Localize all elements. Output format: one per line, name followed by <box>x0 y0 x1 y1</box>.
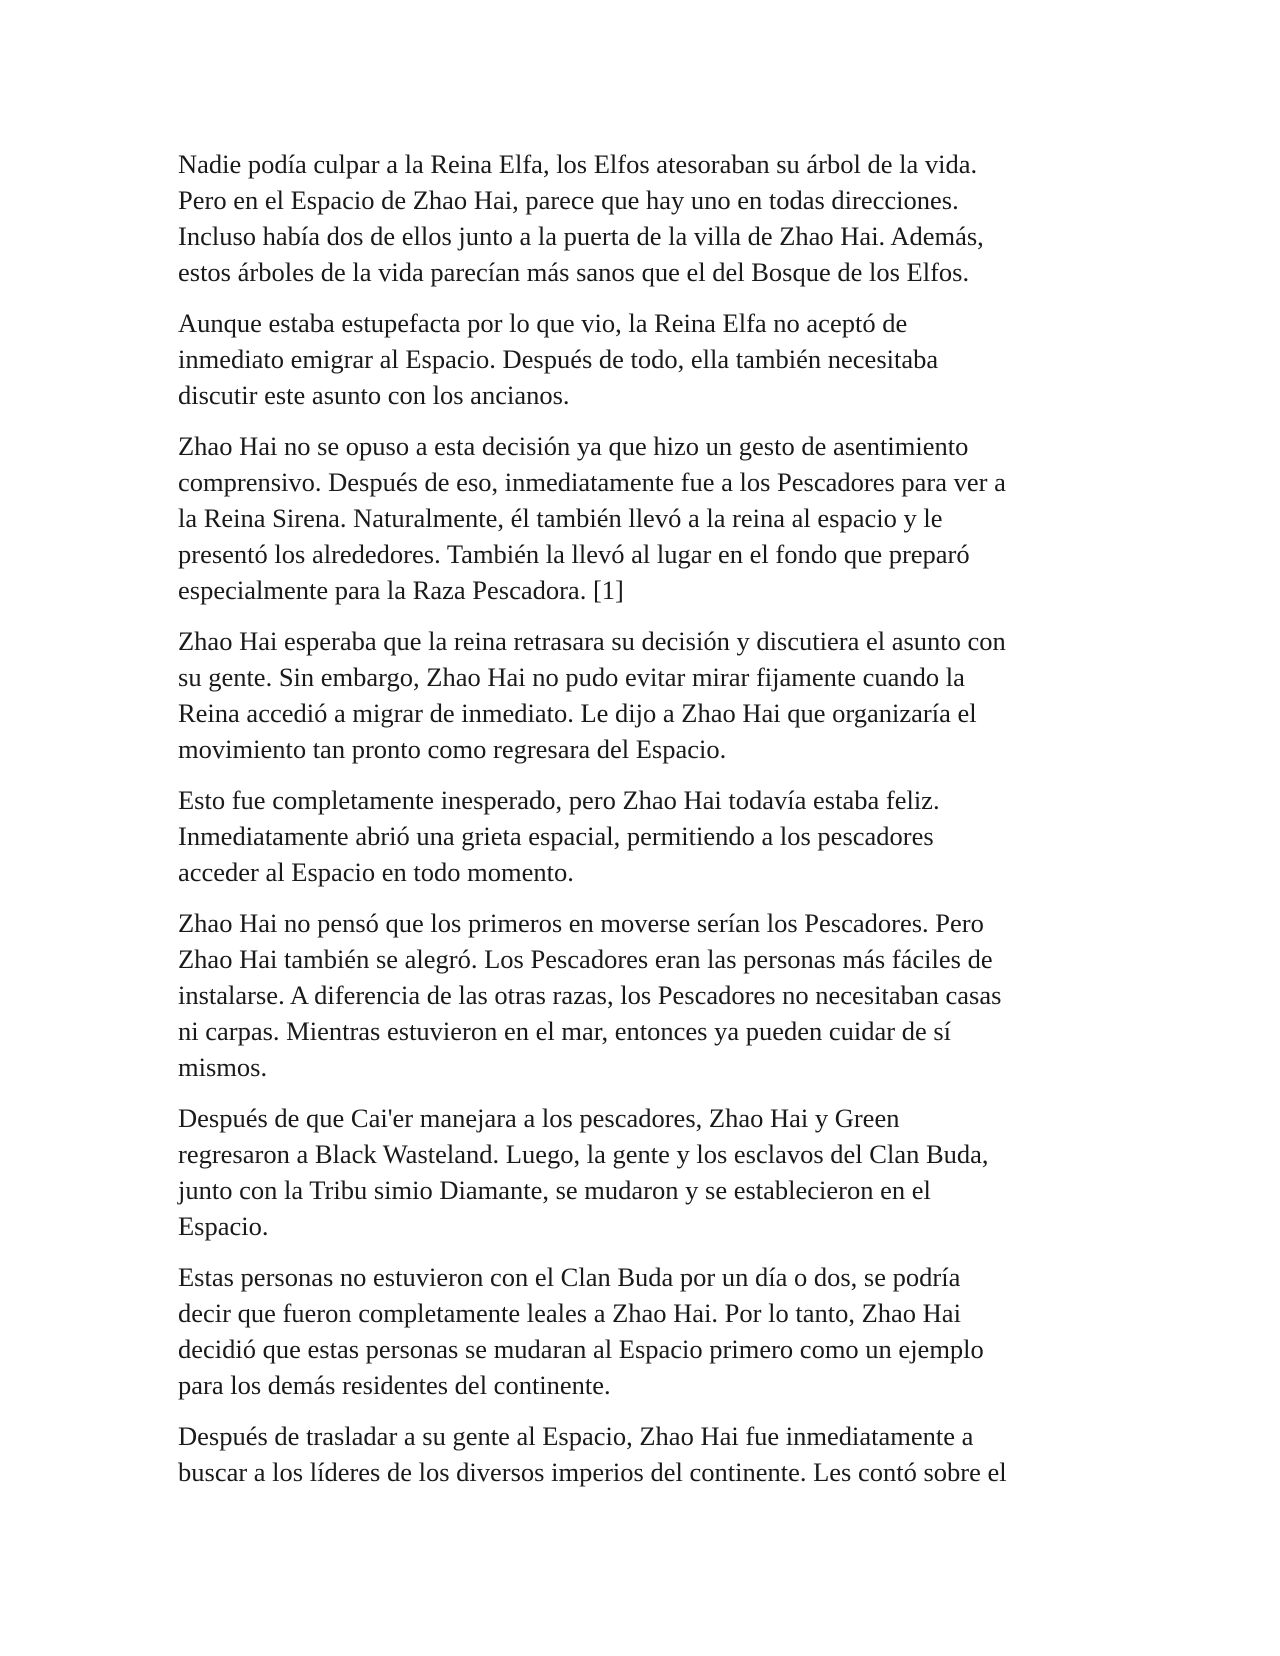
paragraph-line: su gente. Sin embargo, Zhao Hai no pudo evitar mirar fijamente cuando la <box>178 662 965 692</box>
paragraph-line: Después de trasladar a su gente al Espacio, Zhao Hai fue inmediatamente a <box>178 1421 974 1451</box>
paragraph-line: regresaron a Black Wasteland. Luego, la gente y los esclavos del Clan Buda, <box>178 1139 989 1169</box>
paragraph-line: estos árboles de la vida parecían más sanos que el del Bosque de los Elfos. <box>178 257 970 287</box>
paragraph-line: discutir este asunto con los ancianos. <box>178 380 570 410</box>
paragraph-line: buscar a los líderes de los diversos imperios del continente. Les contó sobre el <box>178 1457 1007 1487</box>
paragraph-line: Reina accedió a migrar de inmediato. Le dijo a Zhao Hai que organizaría el <box>178 698 977 728</box>
paragraph-line: Zhao Hai no pensó que los primeros en moverse serían los Pescadores. Pero <box>178 908 984 938</box>
paragraph-line: Zhao Hai no se opuso a esta decisión ya que hizo un gesto de asentimiento <box>178 431 969 461</box>
paragraph-6 <box>178 905 1118 1085</box>
paragraph-line: decir que fueron completamente leales a Zhao Hai. Por lo tanto, Zhao Hai <box>178 1298 961 1328</box>
paragraph-8 <box>178 1259 1118 1403</box>
paragraph-line: Nadie podía culpar a la Reina Elfa, los Elfos atesoraban su árbol de la vida. <box>178 149 978 179</box>
paragraph-line: Espacio. <box>178 1211 269 1241</box>
paragraph-line: Después de que Cai'er manejara a los pescadores, Zhao Hai y Green <box>178 1103 900 1133</box>
paragraph-7 <box>178 1100 1118 1244</box>
paragraph-line: Incluso había dos de ellos junto a la puerta de la villa de Zhao Hai. Además, <box>178 221 984 251</box>
paragraph-2 <box>178 305 1118 413</box>
paragraph-line: junto con la Tribu simio Diamante, se mudaron y se establecieron en el <box>178 1175 931 1205</box>
paragraph-line: presentó los alrededores. También la llevó al lugar en el fondo que preparó <box>178 539 970 569</box>
paragraph-line: Esto fue completamente inesperado, pero Zhao Hai todavía estaba feliz. <box>178 785 940 815</box>
paragraph-line: Zhao Hai también se alegró. Los Pescadores eran las personas más fáciles de <box>178 944 993 974</box>
paragraph-5 <box>178 782 1118 890</box>
paragraph-1 <box>178 146 1118 290</box>
paragraph-line: mismos. <box>178 1052 268 1082</box>
paragraph-line: ni carpas. Mientras estuvieron en el mar, entonces ya pueden cuidar de sí <box>178 1016 952 1046</box>
paragraph-line: decidió que estas personas se mudaran al Espacio primero como un ejemplo <box>178 1334 984 1364</box>
paragraph-4 <box>178 623 1118 767</box>
paragraph-line: especialmente para la Raza Pescadora. [1] <box>178 575 624 605</box>
paragraph-line: comprensivo. Después de eso, inmediatamente fue a los Pescadores para ver a <box>178 467 1006 497</box>
paragraph-line: Estas personas no estuvieron con el Clan Buda por un día o dos, se podría <box>178 1262 961 1292</box>
paragraph-line: inmediato emigrar al Espacio. Después de todo, ella también necesitaba <box>178 344 939 374</box>
paragraph-line: acceder al Espacio en todo momento. <box>178 857 574 887</box>
paragraph-3 <box>178 428 1118 608</box>
paragraph-line: Pero en el Espacio de Zhao Hai, parece que hay uno en todas direcciones. <box>178 185 959 215</box>
paragraph-9 <box>178 1418 1118 1490</box>
paragraph-line: Aunque estaba estupefacta por lo que vio, la Reina Elfa no aceptó de <box>178 308 908 338</box>
paragraph-line: Inmediatamente abrió una grieta espacial, permitiendo a los pescadores <box>178 821 934 851</box>
document-body <box>178 146 1118 1505</box>
paragraph-line: instalarse. A diferencia de las otras razas, los Pescadores no necesitaban casas <box>178 980 1002 1010</box>
paragraph-line: para los demás residentes del continente. <box>178 1370 611 1400</box>
paragraph-line: la Reina Sirena. Naturalmente, él también llevó a la reina al espacio y le <box>178 503 943 533</box>
paragraph-line: Zhao Hai esperaba que la reina retrasara su decisión y discutiera el asunto con <box>178 626 1006 656</box>
paragraph-line: movimiento tan pronto como regresara del Espacio. <box>178 734 727 764</box>
